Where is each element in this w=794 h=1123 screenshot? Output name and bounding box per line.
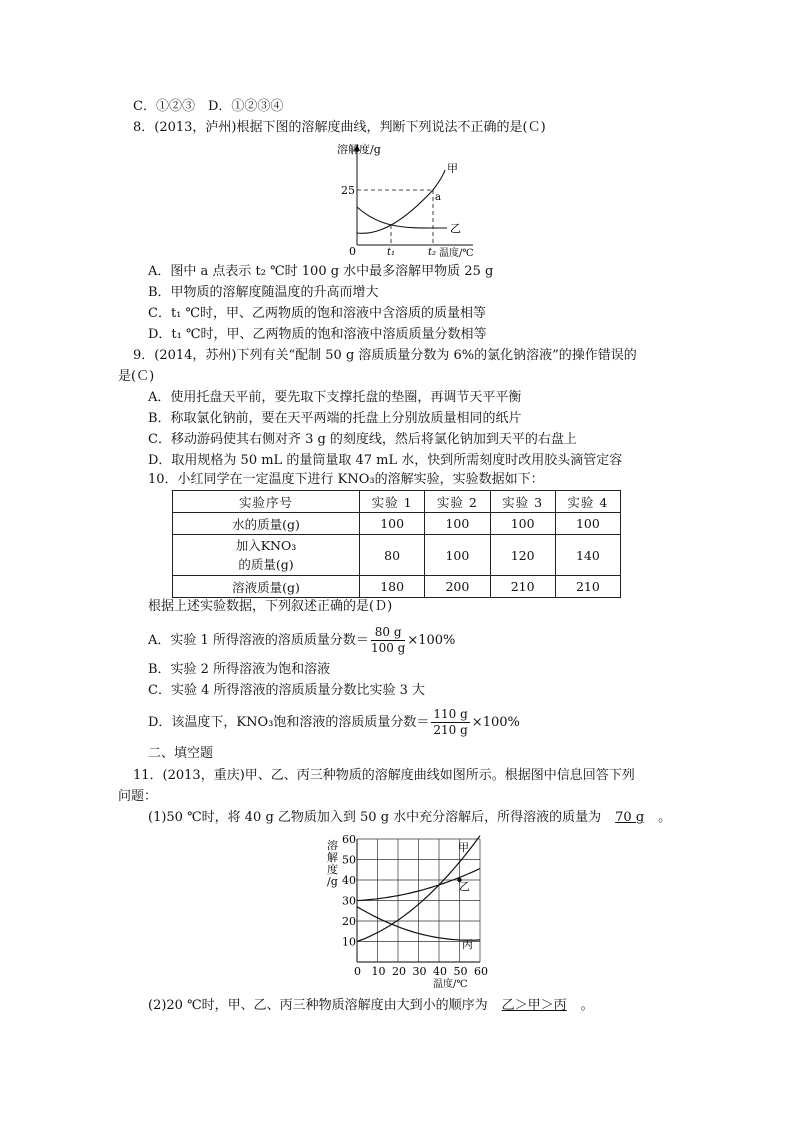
table-header: 实验 1 (360, 491, 425, 513)
q8-option-c: C．t₁ ℃时，甲、乙两物质的饱和溶液中含溶质的质量相等 (148, 306, 487, 321)
answer-blank: 乙＞甲＞丙 (501, 998, 567, 1013)
table-cell: 210 (555, 576, 620, 598)
chart2-bing-label: 丙 (462, 938, 473, 951)
q7-options: C．①②③ D．①②③④ (133, 99, 284, 114)
table-cell: 140 (555, 535, 620, 576)
table-cell: 80 (360, 535, 425, 576)
q10-option-a-text: A．实验 1 所得溶液的溶质质量分数＝ (148, 633, 369, 648)
q8-option-a: A．图中 a 点表示 t₂ ℃时 100 g 水中最多溶解甲物质 25 g (148, 264, 494, 279)
answer-blank: 70 g (615, 810, 645, 825)
q9-option-d: D．取用规格为 50 mL 的量筒量取 47 mL 水，快到所需刻度时改用胶头滴管定容 (148, 453, 623, 468)
table-cell: 120 (490, 535, 555, 576)
y-tick-label: 60 (342, 835, 356, 846)
fraction-numerator: 80 g (371, 625, 405, 641)
q10-option-d-tail: ×100% (471, 715, 520, 730)
x-tick-label: 60 (474, 965, 488, 978)
table-cell: 100 (425, 513, 490, 535)
q11-part2 (148, 997, 594, 1015)
table-header: 实验 4 (555, 491, 620, 513)
q9-option-c: C．移动游码使其右侧对齐 3 g 的刻度线，然后将氯化钠加到天平的右盘上 (148, 432, 577, 447)
chart2-yi-label: 乙 (459, 880, 470, 893)
q8-option-d: D．t₁ ℃时，甲、乙两物质的饱和溶液中溶质质量分数相等 (148, 327, 487, 342)
x-tick-label: 20 (392, 965, 406, 978)
table-header: 实验 3 (490, 491, 555, 513)
q9-option-b: B．称取氯化钠前，要在天平两端的托盘上分别放质量相同的纸片 (148, 411, 522, 426)
chart2-jia-label: 甲 (458, 841, 469, 854)
table-cell: 100 (425, 535, 490, 576)
q10-option-a (148, 622, 455, 660)
fraction (431, 707, 469, 738)
q10-option-d-text: D．该温度下，KNO₃饱和溶液的溶质质量分数＝ (148, 715, 430, 730)
chart2-ylabel-3: 度 (327, 863, 338, 876)
solubility-chart-2 (325, 835, 490, 995)
q11-part2-tail: 。 (580, 998, 594, 1013)
q11-part2-text: (2)20 ℃时，甲、乙、丙三种物质溶解度由大到小的顺序为 (148, 998, 488, 1013)
chart1-y25: 25 (341, 184, 355, 197)
chart1-yi-label: 乙 (450, 222, 461, 235)
q9-option-a: A．使用托盘天平前，要先取下支撑托盘的垫圈，再调节天平平衡 (148, 390, 522, 405)
q11-stem-line2: 问题： (118, 789, 158, 804)
q10-option-d (148, 704, 520, 742)
q11-stem-line1: 11．(2013，重庆)甲、乙、丙三种物质的溶解度曲线如图所示。根据图中信息回答下列 (133, 768, 635, 783)
table-cell-line: 的质量(g) (238, 557, 294, 572)
fraction-denominator: 210 g (433, 723, 468, 737)
table-row (173, 576, 621, 598)
chart1-jia-label: 甲 (447, 162, 458, 175)
chart1-origin: 0 (349, 245, 356, 258)
q10-option-b: B．实验 2 所得溶液为饱和溶液 (148, 662, 331, 677)
chart2-ylabel-1: 溶 (327, 839, 338, 852)
table-cell: 210 (490, 576, 555, 598)
table-cell: 200 (425, 576, 490, 598)
table-cell: 100 (555, 513, 620, 535)
y-tick-label: 20 (342, 915, 356, 928)
y-tick-label: 40 (342, 874, 356, 887)
table-header: 实验序号 (173, 491, 360, 513)
q9-stem-line1: 9．(2014，苏州)下列有关“配制 50 g 溶质质量分数为 6%的氯化钠溶液”的操作错误的 (133, 348, 637, 363)
table-cell: 100 (360, 513, 425, 535)
q8-stem: 8．(2013，泸州)根据下图的溶解度曲线，判断下列说法不正确的是(Ｃ) (133, 120, 546, 135)
q11-part1-tail: 。 (658, 810, 672, 825)
table-cell: 180 (360, 576, 425, 598)
table-header: 实验 2 (425, 491, 490, 513)
q10-option-a-tail: ×100% (407, 633, 456, 648)
solubility-chart-1 (335, 140, 485, 258)
table-header-row (173, 491, 621, 513)
y-tick-label: 50 (342, 853, 356, 867)
table-row (173, 535, 621, 576)
chart1-t1: t₁ (387, 247, 396, 258)
x-tick-label: 50 (453, 965, 468, 978)
y-tick-label: 10 (342, 935, 356, 949)
x-tick-label: 30 (412, 965, 427, 978)
y-tick-label: 30 (342, 894, 356, 908)
q11-part1-text: (1)50 ℃时，将 40 g 乙物质加入到 50 g 水中充分溶解后，所得溶液的质量为 (148, 810, 602, 825)
kno3-data-table (172, 490, 621, 598)
table-cell-line: 加入KNO₃ (235, 538, 297, 553)
x-tick-label: 40 (433, 965, 447, 978)
table-row (173, 513, 621, 535)
table-cell: 100 (490, 513, 555, 535)
chart1-point-a: a (435, 192, 441, 203)
q8-option-b: B．甲物质的溶解度随温度的升高而增大 (148, 285, 379, 300)
chart2-xlabel: 温度/℃ (433, 979, 468, 990)
x-tick-label: 0 (354, 965, 361, 978)
table-cell: 溶液质量(g) (173, 576, 360, 598)
chart1-t2: t₂ (428, 247, 437, 258)
chart2-ylabel-2: 解 (327, 851, 338, 864)
table-cell (173, 535, 360, 576)
q10-after: 根据上述实验数据，下列叙述正确的是(Ｄ) (148, 599, 393, 614)
chart1-xlabel: 温度/℃ (439, 248, 474, 258)
x-tick-label: 10 (371, 965, 386, 978)
section-heading: 二、填空题 (148, 746, 214, 761)
fraction-denominator: 100 g (370, 641, 406, 655)
table-cell: 水的质量(g) (173, 513, 360, 535)
q11-part1 (148, 809, 671, 827)
q10-stem: 10．小红同学在一定温度下进行 KNO₃的溶解实验，实验数据如下： (148, 472, 544, 487)
q9-stem-line2: 是(Ｃ) (118, 369, 155, 384)
chart2-ylabel-4: /g (327, 875, 338, 888)
fraction-numerator: 110 g (433, 707, 468, 721)
fraction (371, 625, 405, 656)
chart1-ylabel: 溶解度/g (337, 143, 381, 156)
q10-option-c: C．实验 4 所得溶液的溶质质量分数比实验 3 大 (148, 683, 426, 698)
